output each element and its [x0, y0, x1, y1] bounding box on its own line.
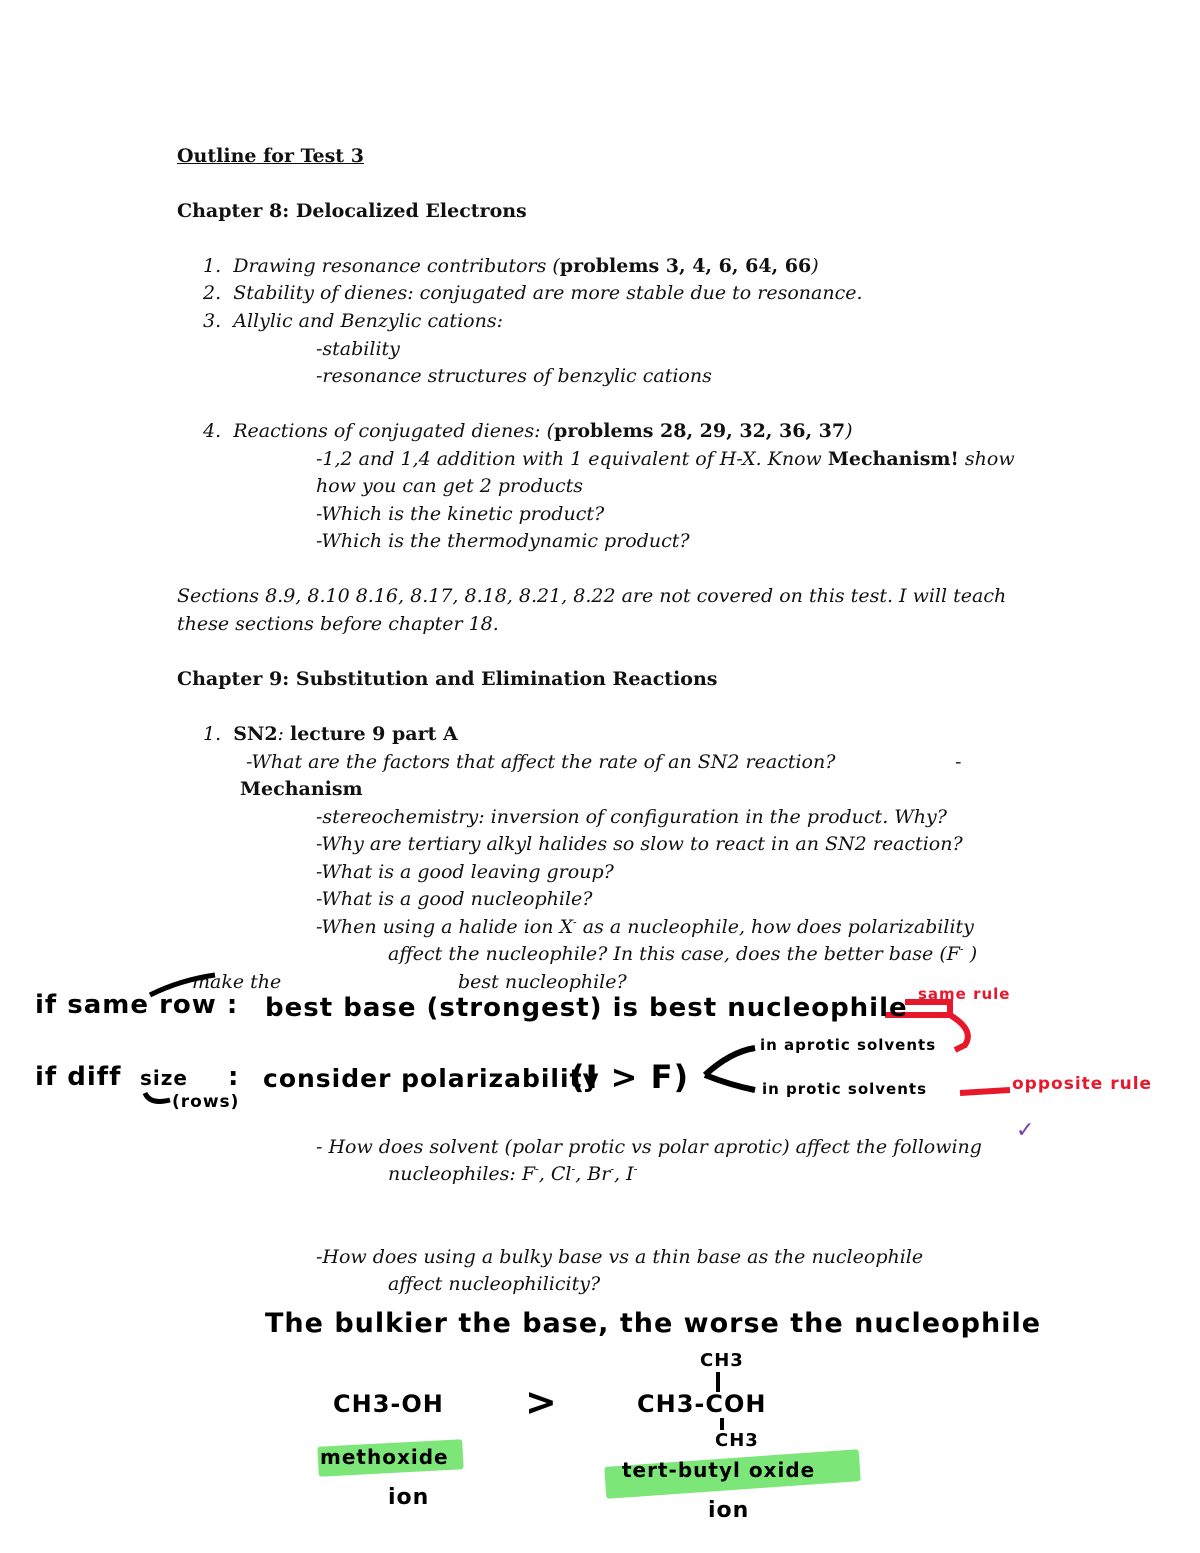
hw-ch3-bottom: CH3	[715, 1430, 759, 1451]
superscript: -	[610, 1162, 615, 1176]
ch9-mechanism: Mechanism	[240, 778, 363, 800]
item-number: 2.	[203, 282, 222, 304]
lecture-label: lecture 9 part A	[290, 723, 458, 745]
item-text: Stability of dienes: conjugated are more stable due to resonance.	[233, 282, 863, 304]
hw-size: size	[140, 1066, 188, 1090]
ch9-question-4: -What is a good nucleophile?	[316, 888, 593, 910]
hw-methoxide: methoxide	[320, 1445, 449, 1469]
superscript: -	[535, 1162, 539, 1176]
hw-best-base: best base (strongest) is best nucleophile	[265, 993, 908, 1023]
superscript: -	[571, 1162, 576, 1176]
item-text: Allylic and Benzylic cations:	[233, 310, 503, 332]
ch9-rate-question: -What are the factors that affect the rate of an SN2 reaction?	[246, 751, 836, 773]
text: nucleophiles: F	[388, 1163, 536, 1185]
ch9-solvent-line1: - How does solvent (polar protic vs polar aprotic) affect the following	[316, 1136, 982, 1158]
hw-protic: in protic solvents	[762, 1080, 928, 1098]
item-text: Drawing resonance contributors (	[233, 255, 560, 277]
item-number: 1.	[203, 255, 222, 277]
chapter-8-heading: Chapter 8: Delocalized Electrons	[177, 200, 527, 222]
text: , Br	[575, 1163, 611, 1185]
page-title: Outline for Test 3	[177, 145, 364, 167]
text: -When using a halide ion X	[316, 916, 574, 938]
sub-text: -1,2 and 1,4 addition with 1 equivalent of H-X. Know	[316, 448, 828, 470]
item-problems: problems 28, 29, 32, 36, 37	[554, 420, 846, 442]
hw-greater-than: >	[525, 1380, 558, 1424]
hw-same-row: if same row :	[35, 990, 239, 1020]
ch9-question-1: -stereochemistry: inversion of configuration in the product. Why?	[316, 806, 947, 828]
hw-if-diff: if diff	[35, 1062, 122, 1092]
item-tail: )	[811, 255, 819, 277]
ch9-halide-line3a: make the	[192, 971, 282, 993]
ch8-sub3-stability: -stability	[316, 338, 400, 360]
ch9-bulky-line1: -How does using a bulky base vs a thin base as the nucleophile	[316, 1246, 924, 1268]
text: affect the nucleophile? In this case, does the better base (F	[388, 943, 960, 965]
sn2-label: SN2	[233, 723, 278, 745]
hw-rows: (rows)	[172, 1092, 240, 1112]
ch9-dash: -	[955, 751, 962, 773]
fork-arrow	[705, 1048, 755, 1090]
check-mark-icon: ✓	[1016, 1118, 1036, 1143]
text: , I	[614, 1163, 634, 1185]
hw-ion-2: ion	[708, 1498, 750, 1523]
mechanism-emphasis: Mechanism!	[827, 448, 959, 470]
hw-bulky-note: The bulkier the base, the worse the nucleophile	[265, 1308, 1042, 1339]
item-number: 3.	[203, 310, 222, 332]
ch9-question-2: -Why are tertiary alkyl halides so slow to react in an SN2 reaction?	[316, 833, 963, 855]
hw-tbutanol: CH3-COH	[637, 1390, 767, 1418]
hw-ion-1: ion	[388, 1485, 430, 1510]
superscript: -	[959, 942, 964, 956]
item-problems: problems 3, 4, 6, 64, 66	[559, 255, 812, 277]
superscript: -	[633, 1162, 638, 1176]
hw-i-gt-f: (I > F)	[570, 1058, 690, 1096]
text: as a nucleophile, how does polarizability	[576, 916, 974, 938]
chapter-9-heading: Chapter 9: Substitution and Elimination Reactions	[177, 668, 718, 690]
ch9-question-3: -What is a good leaving group?	[316, 861, 614, 883]
ch9-bulky-line2: affect nucleophilicity?	[388, 1273, 601, 1295]
red-bracket	[950, 1015, 968, 1050]
item-number: 1.	[203, 723, 222, 745]
colon: :	[277, 723, 290, 745]
hw-opposite-rule: opposite rule	[1012, 1074, 1153, 1094]
text: , Cl	[538, 1163, 572, 1185]
ch8-sub4-line2: how you can get 2 products	[316, 475, 583, 497]
sections-note-line1: Sections 8.9, 8.10 8.16, 8.17, 8.18, 8.21, 8.22 are not covered on this test. I will teach	[177, 585, 1007, 607]
ch8-sub3-resonance: -resonance structures of benzylic cations	[316, 365, 712, 387]
text: )	[969, 943, 978, 965]
hw-consider-polarizability: consider polarizability	[263, 1064, 600, 1093]
sub-text-tail: show	[958, 448, 1015, 470]
item-number: 4.	[203, 420, 222, 442]
hw-methanol: CH3-OH	[333, 1390, 444, 1418]
sections-note-line2: these sections before chapter 18.	[177, 613, 499, 635]
ch8-sub4-line4: -Which is the thermodynamic product?	[316, 530, 690, 552]
ch8-sub4-line3: -Which is the kinetic product?	[316, 503, 605, 525]
hw-ch3-top: CH3	[700, 1350, 744, 1371]
hw-same-rule: same rule	[918, 985, 1011, 1003]
superscript: -	[573, 915, 577, 929]
item-tail: )	[845, 420, 853, 442]
ch9-halide-line3b: best nucleophile?	[458, 971, 627, 993]
item-text: Reactions of conjugated dienes: (	[233, 420, 555, 442]
hw-tert-butyl-oxide: tert-butyl oxide	[622, 1458, 816, 1482]
hw-colon: :	[228, 1062, 240, 1092]
hw-aprotic: in aprotic solvents	[760, 1036, 937, 1054]
hand-stroke	[145, 1093, 170, 1101]
red-arrow-2	[960, 1090, 1010, 1093]
